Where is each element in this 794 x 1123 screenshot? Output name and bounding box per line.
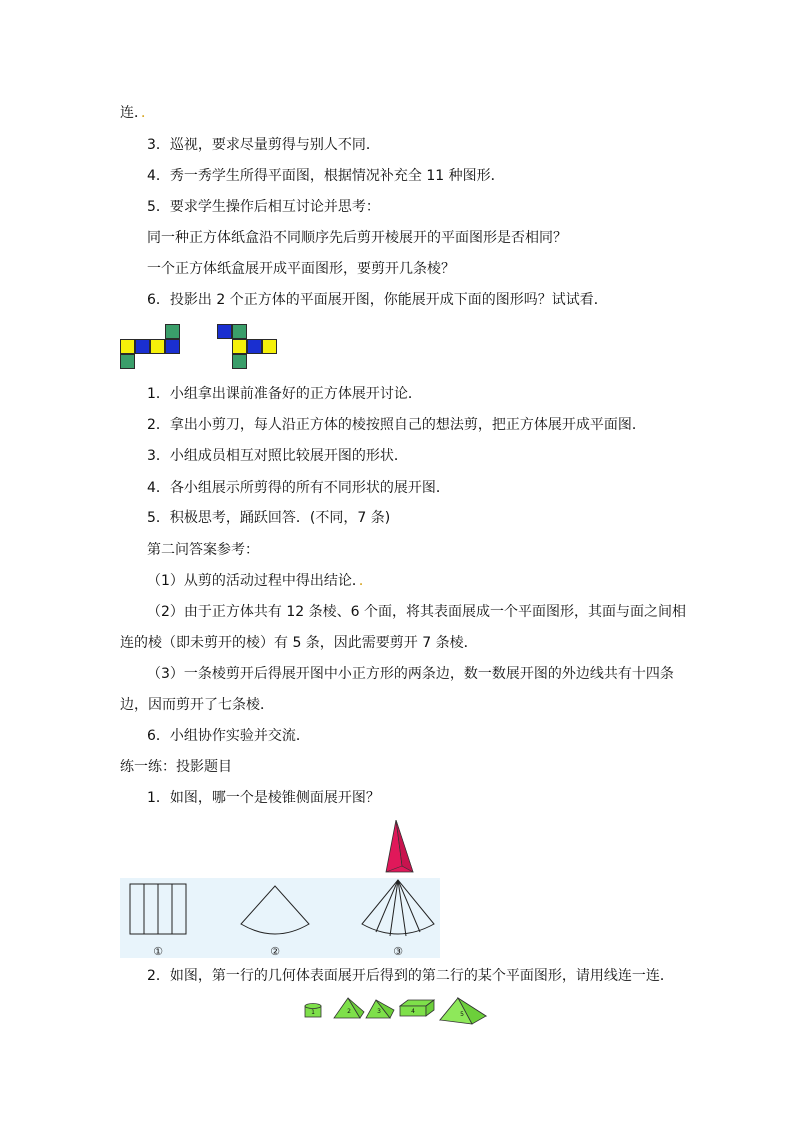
net1-square xyxy=(165,339,180,354)
stray-dot: ． xyxy=(358,573,373,589)
cube-nets-figure xyxy=(120,322,280,372)
text-line-10: 3．小组成员相互对照比较展开图的形状． xyxy=(147,448,408,464)
text-line-15: （2）由于正方体共有 12 条棱、6 个面，将其表面展成一个平面图形，其面与面之间相 xyxy=(147,604,686,620)
solid-4-prism xyxy=(400,1000,434,1016)
text-line-22: 2．如图，第一行的几何体表面展开后得到的第二行的某个平面图形，请用线连一连． xyxy=(147,968,674,984)
solid-5-label: 5 xyxy=(460,1011,464,1018)
net2-square xyxy=(232,339,247,354)
text-line-21: 1．如图，哪一个是棱锥侧面展开图？ xyxy=(147,790,380,806)
option-3-label: ③ xyxy=(393,945,403,958)
text-line-6: 一个正方体纸盒展开成平面图形，要剪开几条棱？ xyxy=(147,261,455,277)
text-line-4: 5．要求学生操作后相互讨论并思考： xyxy=(147,199,380,215)
text-line-19: 6．小组协作实验并交流． xyxy=(147,728,310,744)
text-line-13: 第二问答案参考： xyxy=(147,542,259,558)
option-1-label: ① xyxy=(153,945,163,958)
solid-4-label: 4 xyxy=(411,1008,415,1015)
text-line-9: 2．拿出小剪刀，每人沿正方体的棱按照自己的想法剪，把正方体展开成平面图． xyxy=(147,417,646,433)
pyramid-solid xyxy=(386,820,413,872)
pyramid-unfolding-figure xyxy=(120,820,440,960)
net2-square xyxy=(232,354,247,369)
text-line-2: 3．巡视，要求尽量剪得与别人不同． xyxy=(147,137,380,153)
net1-square xyxy=(120,354,135,369)
text-line-16: 连的棱（即未剪开的棱）有 5 条，因此需要剪开 7 条棱． xyxy=(120,635,478,651)
text-line-7: 6．投影出 2 个正方体的平面展开图，你能展开成下面的图形吗？试试看． xyxy=(147,292,608,308)
text-line-11: 4．各小组展示所剪得的所有不同形状的展开图． xyxy=(147,480,450,496)
net2-square xyxy=(247,339,262,354)
stray-dot: ． xyxy=(141,105,155,121)
text-line-12: 5．积极思考，踊跃回答．(不同，7 条) xyxy=(147,510,391,526)
figure-panel xyxy=(120,878,440,958)
solid-1-label: 1 xyxy=(311,1009,315,1016)
net1-square xyxy=(120,339,135,354)
text-line-14: （1）从剪的活动过程中得出结论．． xyxy=(147,573,373,589)
text-line-17: （3）一条棱剪开后得展开图中小正方形的两条边，数一数展开图的外边线共有十四条 xyxy=(147,666,674,682)
text-line-5: 同一种正方体纸盒沿不同顺序先后剪开棱展开的平面图形是否相同？ xyxy=(147,230,567,246)
net2-square xyxy=(232,324,247,339)
net1-square xyxy=(135,339,150,354)
net2-square xyxy=(217,324,232,339)
net1-square xyxy=(165,324,180,339)
net1-square xyxy=(150,339,165,354)
text-line-3: 4．秀一秀学生所得平面图，根据情况补充全 11 种图形． xyxy=(147,168,505,184)
text-line-18: 边，因而剪开了七条棱． xyxy=(120,697,274,713)
option-2-label: ② xyxy=(270,945,280,958)
text-line-8: 1．小组拿出课前准备好的正方体展开讨论． xyxy=(147,386,422,402)
geometric-solids-figure xyxy=(300,996,490,1028)
solid-3-label: 3 xyxy=(377,1008,381,1015)
text-line-1: 连．． xyxy=(120,105,155,121)
net2-square xyxy=(262,339,277,354)
solid-2-label: 2 xyxy=(347,1008,351,1015)
text-line-20: 练一练：投影题目 xyxy=(120,759,232,775)
